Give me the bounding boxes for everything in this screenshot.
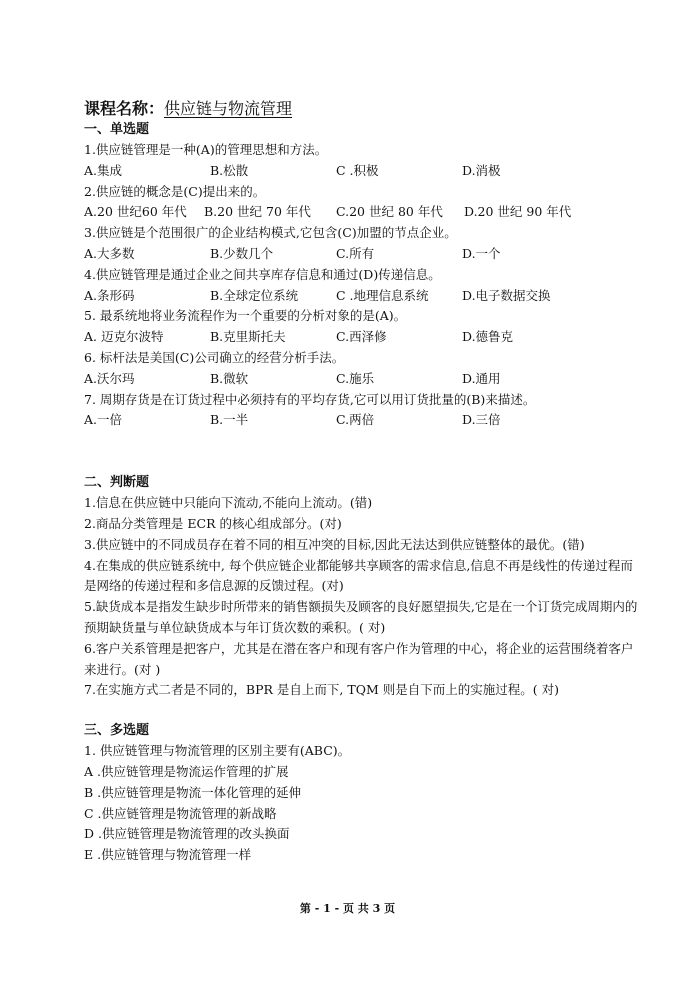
question-block bbox=[84, 140, 644, 182]
question-options bbox=[84, 410, 644, 431]
option: D.20 世纪 90 年代 bbox=[464, 204, 572, 220]
option: C .地理信息系统 bbox=[336, 287, 429, 303]
judgement-item: 2.商品分类管理是 ECR 的核心组成部分。(对) bbox=[84, 515, 342, 531]
option: C.施乐 bbox=[336, 370, 375, 386]
option: B .供应链管理是物流一体化管理的延伸 bbox=[84, 784, 302, 800]
option: B.松散 bbox=[210, 162, 249, 178]
question-options bbox=[84, 369, 644, 390]
spacer bbox=[84, 701, 644, 721]
option: B.少数几个 bbox=[210, 245, 274, 261]
option: A.大多数 bbox=[84, 245, 135, 261]
option: A.一倍 bbox=[84, 412, 123, 428]
option: C .供应链管理是物流管理的新战略 bbox=[84, 805, 277, 821]
option: A. 迈克尔波特 bbox=[84, 329, 164, 345]
course-title-value: 供应链与物流管理 bbox=[164, 99, 293, 118]
option: A .供应链管理是物流运作管理的扩展 bbox=[84, 763, 289, 779]
course-title bbox=[84, 98, 644, 120]
option: B.20 世纪 70 年代 bbox=[204, 204, 311, 220]
page-footer: 第 - 1 - 页 共 3 页 bbox=[299, 902, 396, 915]
option: C.20 世纪 80 年代 bbox=[336, 204, 443, 220]
question-text: 1.供应链管理是一种(A)的管理思想和方法。 bbox=[84, 142, 328, 157]
option: A.20 世纪60 年代 bbox=[84, 204, 187, 220]
section-heading-judgement: 二、判断题 bbox=[84, 475, 150, 491]
option: D.德鲁克 bbox=[462, 329, 514, 345]
question-text: 6. 标杆法是美国(C)公司确立的经营分析手法。 bbox=[84, 349, 345, 365]
judgement-item: 1.信息在供应链中只能向下流动,不能向上流动。(错) bbox=[84, 495, 373, 511]
option: A.条形码 bbox=[84, 287, 135, 303]
course-title-label: 课程名称： bbox=[84, 99, 165, 118]
option: A.沃尔玛 bbox=[84, 370, 135, 386]
question-block bbox=[84, 390, 644, 432]
question-options bbox=[84, 244, 644, 265]
judgement-item: 5.缺货成本是指发生缺步时所带来的销售额损失及顾客的良好愿望损失,它是在一个订货完成周期内的预期缺货量与单位缺货成本与年订货次数的乘积。( 对) bbox=[84, 599, 638, 635]
option: C.所有 bbox=[336, 245, 375, 261]
option: D.消极 bbox=[462, 162, 501, 178]
option: A.集成 bbox=[84, 162, 123, 178]
question-text: 3.供应链是个范围很广的企业结构模式,它包含(C)加盟的节点企业。 bbox=[84, 225, 457, 241]
option: C.两倍 bbox=[336, 412, 375, 428]
option: B.微软 bbox=[210, 370, 249, 386]
section-heading-multiple-choice: 三、多选题 bbox=[84, 723, 150, 739]
option: B.全球定位系统 bbox=[210, 287, 299, 303]
option: D.一个 bbox=[462, 245, 501, 261]
question-options bbox=[84, 202, 644, 223]
judgement-item: 4.在集成的供应链系统中, 每个供应链企业都能够共享顾客的需求信息,信息不再是线性的传递过程而是网络的传递过程和多信息源的反馈过程。(对) bbox=[84, 557, 633, 594]
question-block bbox=[84, 182, 644, 224]
option: D.三倍 bbox=[462, 412, 501, 428]
question-text: 1. 供应链管理与物流管理的区别主要有(ABC)。 bbox=[84, 743, 351, 759]
question-block bbox=[84, 306, 644, 348]
option: B.克里斯托夫 bbox=[210, 329, 286, 345]
option: D.通用 bbox=[462, 370, 501, 386]
question-text: 4.供应链管理是通过企业之间共享库存信息和通过(D)传递信息。 bbox=[84, 266, 441, 282]
judgement-item: 6.客户关系管理是把客户，尤其是在潜在客户和现有客户作为管理的中心，将企业的运营围绕着客户来进行。(对 ) bbox=[84, 640, 634, 677]
question-text: 2.供应链的概念是(C)提出来的。 bbox=[84, 183, 266, 199]
question-block bbox=[84, 348, 644, 390]
question-options bbox=[84, 327, 644, 348]
option: D .供应链管理是物流管理的改头换面 bbox=[84, 826, 290, 842]
judgement-item: 7.在实施方式二者是不同的，BPR 是自上而下, TQM 则是自下而上的实施过程。( 对) bbox=[84, 682, 559, 698]
document-body bbox=[84, 98, 644, 866]
question-text: 7. 周期存货是在订货过程中必须持有的平均存货,它可以用订货批量的(B)来描述。 bbox=[84, 391, 536, 407]
option: B.一半 bbox=[210, 412, 249, 428]
option: C.西泽修 bbox=[336, 329, 387, 345]
option: C .积极 bbox=[336, 162, 379, 178]
question-options bbox=[84, 161, 644, 182]
option: E .供应链管理与物流管理一样 bbox=[84, 847, 252, 863]
section-heading-single-choice: 一、单选题 bbox=[84, 122, 150, 137]
judgement-item: 3.供应链中的不同成员存在着不同的相互冲突的目标,因此无法达到供应链整体的最优。(错) bbox=[84, 536, 585, 552]
question-text: 5. 最系统地将业务流程作为一个重要的分析对象的是(A)。 bbox=[84, 308, 407, 324]
question-options bbox=[84, 286, 644, 307]
question-block bbox=[84, 265, 644, 307]
option: D.电子数据交换 bbox=[462, 287, 551, 303]
spacer bbox=[84, 431, 644, 473]
question-block bbox=[84, 223, 644, 265]
